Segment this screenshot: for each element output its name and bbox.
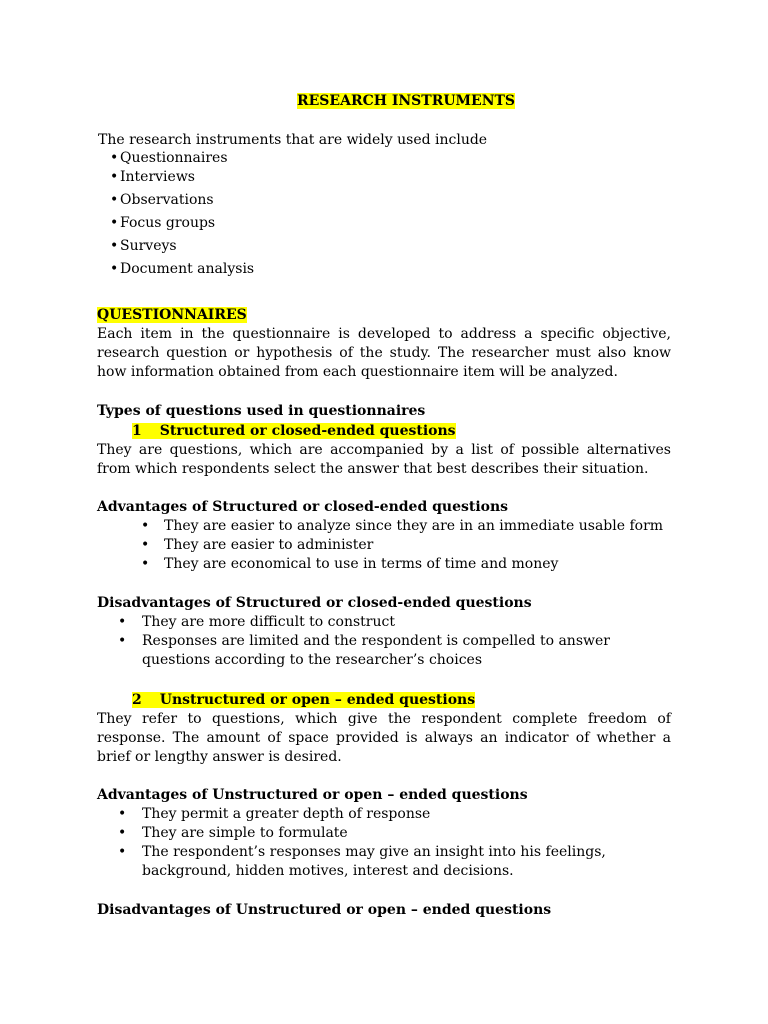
bullet-icon: • xyxy=(110,238,119,254)
bullet-icon: • xyxy=(118,806,127,822)
list-item: Interviews xyxy=(120,169,195,185)
bullet-icon: • xyxy=(141,556,150,572)
paragraph-line: response. The amount of space provided is always an indicator of whether a xyxy=(97,730,671,746)
subheading: Advantages of Unstructured or open – ended questions xyxy=(97,787,528,803)
list-item: Document analysis xyxy=(120,261,255,277)
list-item: Observations xyxy=(120,192,214,208)
list-item: They are simple to formulate xyxy=(142,825,348,841)
paragraph-line: from which respondents select the answer that best describes their situation. xyxy=(97,461,649,477)
list-item: Focus groups xyxy=(120,215,216,231)
list-item: Questionnaires xyxy=(120,150,228,166)
paragraph-line: research question or hypothesis of the study. The researcher must also know xyxy=(97,345,671,361)
list-item: Responses are limited and the respondent is compelled to answer xyxy=(142,633,610,649)
intro-text: The research instruments that are widely used include xyxy=(98,132,488,148)
section-heading: QUESTIONNAIRES xyxy=(97,307,247,323)
bullet-icon: • xyxy=(118,844,127,860)
list-item: Surveys xyxy=(120,238,177,254)
list-item: They are easier to analyze since they are in an immediate usable form xyxy=(164,518,664,534)
numbered-heading: 2 Unstructured or open – ended questions xyxy=(132,692,476,708)
paragraph-line: They refer to questions, which give the respondent complete freedom of xyxy=(97,711,671,727)
list-item: They permit a greater depth of response xyxy=(142,806,431,822)
bullet-icon: • xyxy=(141,518,150,534)
list-item: They are easier to administer xyxy=(164,537,374,553)
bullet-icon: • xyxy=(110,261,119,277)
bullet-icon: • xyxy=(110,192,119,208)
document-title: RESEARCH INSTRUMENTS xyxy=(297,93,516,109)
subheading: Advantages of Structured or closed-ended questions xyxy=(97,499,509,515)
list-item: The respondent’s responses may give an insight into his feelings, xyxy=(142,844,606,860)
paragraph-line: how information obtained from each questionnaire item will be analyzed. xyxy=(97,364,618,380)
paragraph-line: brief or lengthy answer is desired. xyxy=(97,749,342,765)
list-item: background, hidden motives, interest and decisions. xyxy=(142,863,514,879)
list-item: They are economical to use in terms of time and money xyxy=(164,556,559,572)
subheading: Types of questions used in questionnaires xyxy=(97,403,426,419)
bullet-icon: • xyxy=(110,150,119,166)
list-item: questions according to the researcher’s choices xyxy=(142,652,483,668)
list-item: They are more difficult to construct xyxy=(142,614,395,630)
bullet-icon: • xyxy=(118,614,127,630)
paragraph-line: They are questions, which are accompanied by a list of possible alternatives xyxy=(97,442,671,458)
paragraph-line: Each item in the questionnaire is developed to address a specific objective, xyxy=(97,326,671,342)
bullet-icon: • xyxy=(118,825,127,841)
bullet-icon: • xyxy=(118,633,127,649)
bullet-icon: • xyxy=(110,215,119,231)
numbered-heading: 1 Structured or closed-ended questions xyxy=(132,423,456,439)
subheading: Disadvantages of Structured or closed-ended questions xyxy=(97,595,532,611)
subheading: Disadvantages of Unstructured or open – ended questions xyxy=(97,902,552,918)
bullet-icon: • xyxy=(141,537,150,553)
bullet-icon: • xyxy=(110,169,119,185)
